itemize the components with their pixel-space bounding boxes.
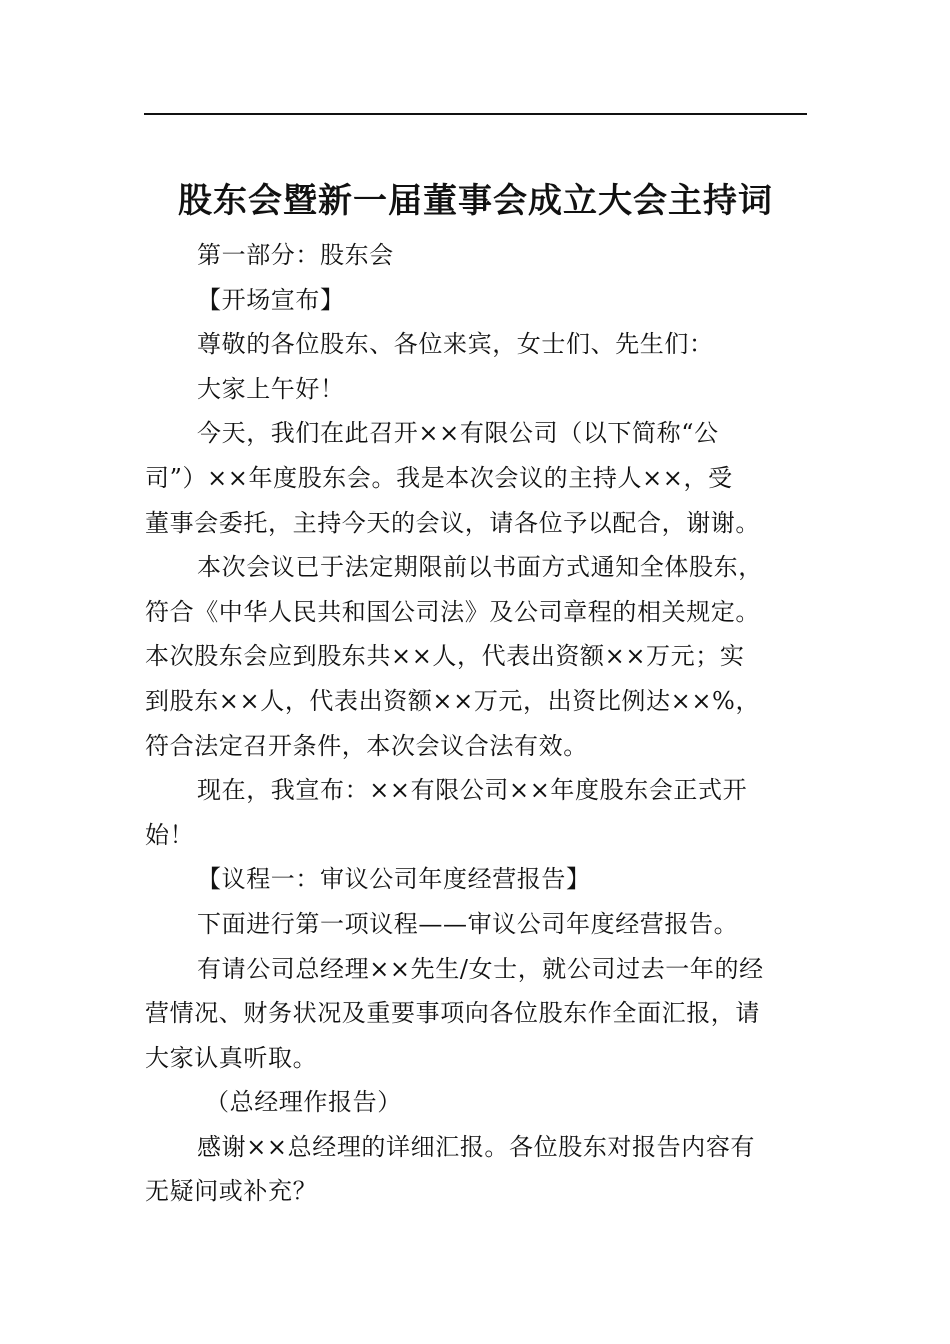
body-line: 本次股东会应到股东共××人，代表出资额××万元；实	[145, 642, 745, 671]
document-title: 股东会暨新一届董事会成立大会主持词	[178, 180, 773, 221]
header-rule	[144, 113, 807, 115]
body-line: 符合法定召开条件，本次会议合法有效。	[145, 731, 588, 760]
body-line: 【开场宣布】	[197, 285, 345, 314]
body-line: 第一部分：股东会	[197, 241, 394, 269]
body-line: 现在，我宣布：××有限公司××年度股东会正式开	[197, 776, 748, 805]
body-line: 有请公司总经理××先生/女士，就公司过去一年的经	[197, 954, 764, 983]
body-line: 司”）××年度股东会。我是本次会议的主持人××，受	[145, 463, 733, 492]
body-line: 无疑问或补充？	[145, 1177, 318, 1206]
body-line: 到股东××人，代表出资额××万元，出资比例达××%，	[145, 686, 761, 715]
body-line: 董事会委托，主持今天的会议，请各位予以配合，谢谢。	[145, 508, 760, 537]
body-line: 营情况、财务状况及重要事项向各位股东作全面汇报，请	[145, 999, 760, 1028]
body-line: 大家认真听取。	[145, 1043, 318, 1072]
body-line: 今天，我们在此召开××有限公司（以下简称“公	[197, 419, 719, 448]
body-line: 本次会议已于法定期限前以书面方式通知全体股东，	[197, 553, 763, 582]
body-line: 尊敬的各位股东、各位来宾，女士们、先生们：	[197, 330, 714, 359]
document-body	[145, 233, 795, 1214]
body-line: （总经理作报告）	[205, 1088, 402, 1117]
body-line: 【议程一：审议公司年度经营报告】	[197, 865, 591, 894]
body-line: 下面进行第一项议程——审议公司年度经营报告。	[197, 909, 739, 938]
body-line: 始！	[145, 820, 195, 849]
body-line: 符合《中华人民共和国公司法》及公司章程的相关规定。	[145, 597, 760, 626]
body-line: 感谢××总经理的详细汇报。各位股东对报告内容有	[197, 1132, 756, 1161]
body-line: 大家上午好！	[197, 374, 345, 403]
